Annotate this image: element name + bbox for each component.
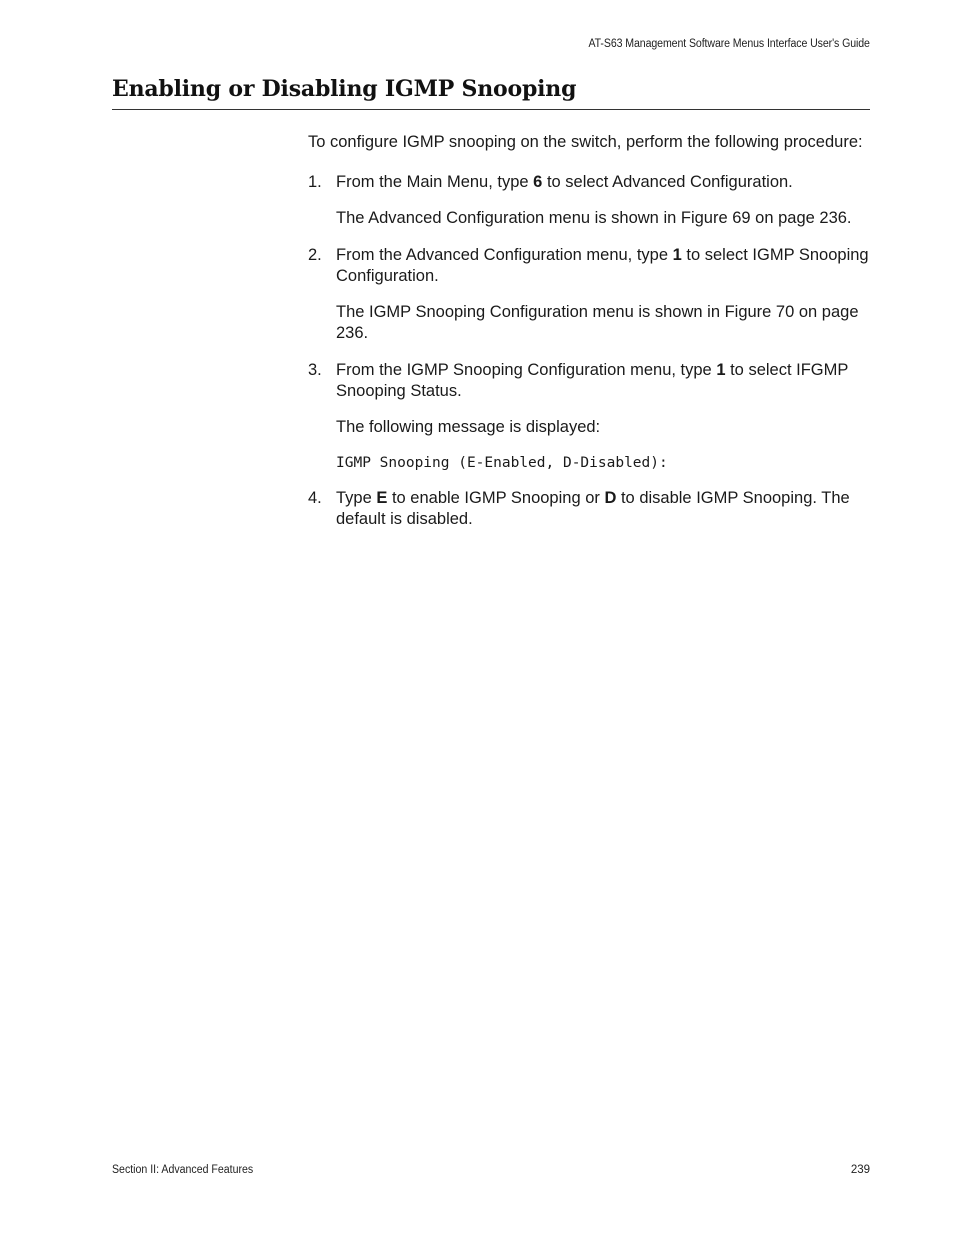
step-number: 1.: [308, 173, 322, 191]
key-6: 6: [533, 173, 543, 191]
title-rule: [112, 109, 870, 110]
console-prompt: IGMP Snooping (E-Enabled, D-Disabled):: [336, 455, 668, 471]
intro-paragraph: To configure IGMP snooping on the switch, perform the following procedure:: [308, 133, 863, 151]
page-number: 239: [850, 1164, 870, 1176]
step-instruction: From the Main Menu, type 6 to select Advanced Configuration.: [336, 173, 793, 191]
step-4: [308, 488, 870, 530]
section-title: Enabling or Disabling IGMP Snooping: [112, 76, 577, 102]
step-note: The IGMP Snooping Configuration menu is shown in Figure 70 on page 236.: [336, 303, 859, 342]
key-e: E: [376, 489, 388, 507]
step-1: [308, 172, 870, 229]
procedure-content: [308, 132, 870, 546]
step-instruction: From the IGMP Snooping Configuration menu, type 1 to select IFGMP Snooping Status.: [336, 361, 849, 400]
key-d: D: [604, 489, 617, 507]
step-3: [308, 360, 870, 472]
step-number: 2.: [308, 246, 322, 264]
step-instruction: Type E to enable IGMP Snooping or D to disable IGMP Snooping. The default is disabled.: [336, 489, 850, 528]
step-note: The following message is displayed:: [336, 418, 601, 436]
step-instruction: From the Advanced Configuration menu, type 1 to select IGMP Snooping Configuration.: [336, 246, 869, 285]
step-note: The Advanced Configuration menu is shown in Figure 69 on page 236.: [336, 209, 852, 227]
step-number: 4.: [308, 489, 322, 507]
step-number: 3.: [308, 361, 322, 379]
step-2: [308, 245, 870, 344]
key-1: 1: [716, 361, 726, 379]
footer-section: Section II: Advanced Features: [112, 1164, 254, 1176]
key-1: 1: [672, 246, 682, 264]
running-header: AT-S63 Management Software Menus Interface User's Guide: [588, 38, 870, 50]
